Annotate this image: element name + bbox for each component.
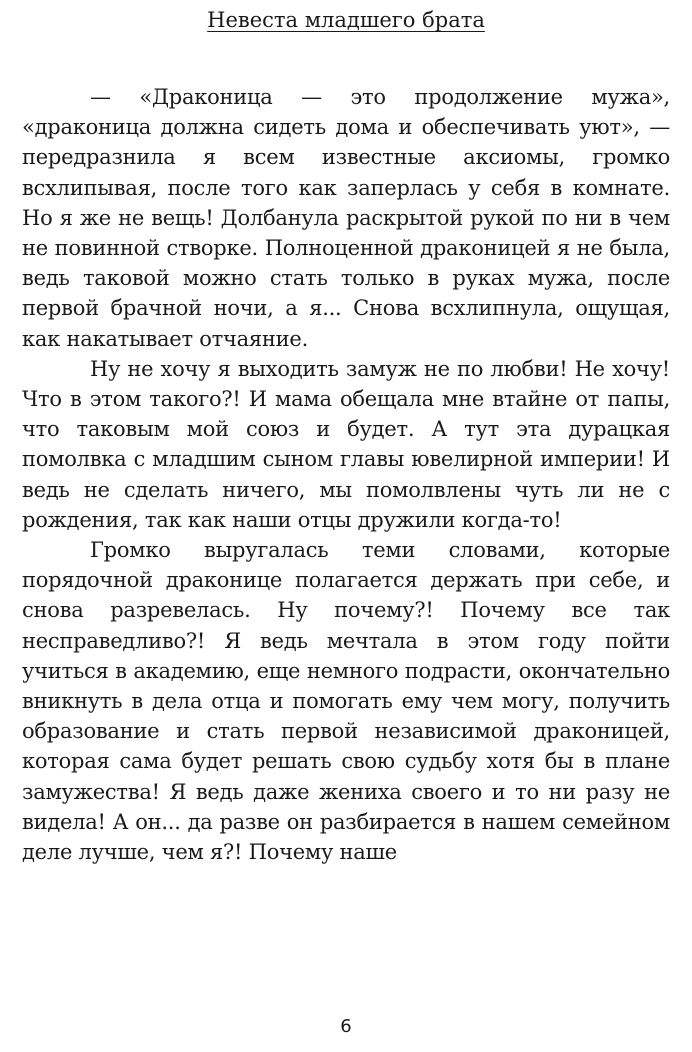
paragraph: Громко выругалась теми словами, которые порядочной драконице полагается держать при себе, и снова разревелась. Ну почему?! Почему все так несправедливо?! Я ведь мечтала в этом году пойти учиться в академию, еще немного подрасти, окончательно вникнуть в дела отца и помогать ему чем могу, получить образование и стать первой независимой драконицей, которая сама будет решать свою судьбу хотя бы в плане замужества! Я ведь даже жениха своего и то ни разу не видела! А он... да разве он разбирается в нашем семейном деле лучше, чем я?! Почему наше	[22, 538, 670, 865]
running-header-title: Невеста младшего брата	[207, 8, 485, 32]
body-text	[22, 82, 670, 867]
paragraph: Ну не хочу я выходить замуж не по любви! Не хочу! Что в этом такого?! И мама обещала мне втайне от папы, что таковым мой союз и будет. А тут эта дурацкая помолвка с младшим сыном главы ювелирной империи! И ведь не сделать ничего, мы помолвлены чуть ли не с рождения, так как наши отцы дружили когда-то!	[22, 356, 670, 532]
page-number: 6	[340, 1016, 352, 1037]
running-header	[0, 8, 692, 32]
paragraph: — «Драконица — это продолжение мужа», «драконица должна сидеть дома и обеспечивать уют», — передразнила я всем известные аксиомы, громко всхлипывая, после того как заперлась у себя в комнате. Но я же не вещь! Долбанула раскрытой рукой по ни в чем не повинной створке. Полноценной драконицей я не была, ведь таковой можно стать только в руках мужа, после первой брачной ночи, а я... Снова всхлипнула, ощущая, как накатывает отчаяние.	[22, 85, 670, 351]
